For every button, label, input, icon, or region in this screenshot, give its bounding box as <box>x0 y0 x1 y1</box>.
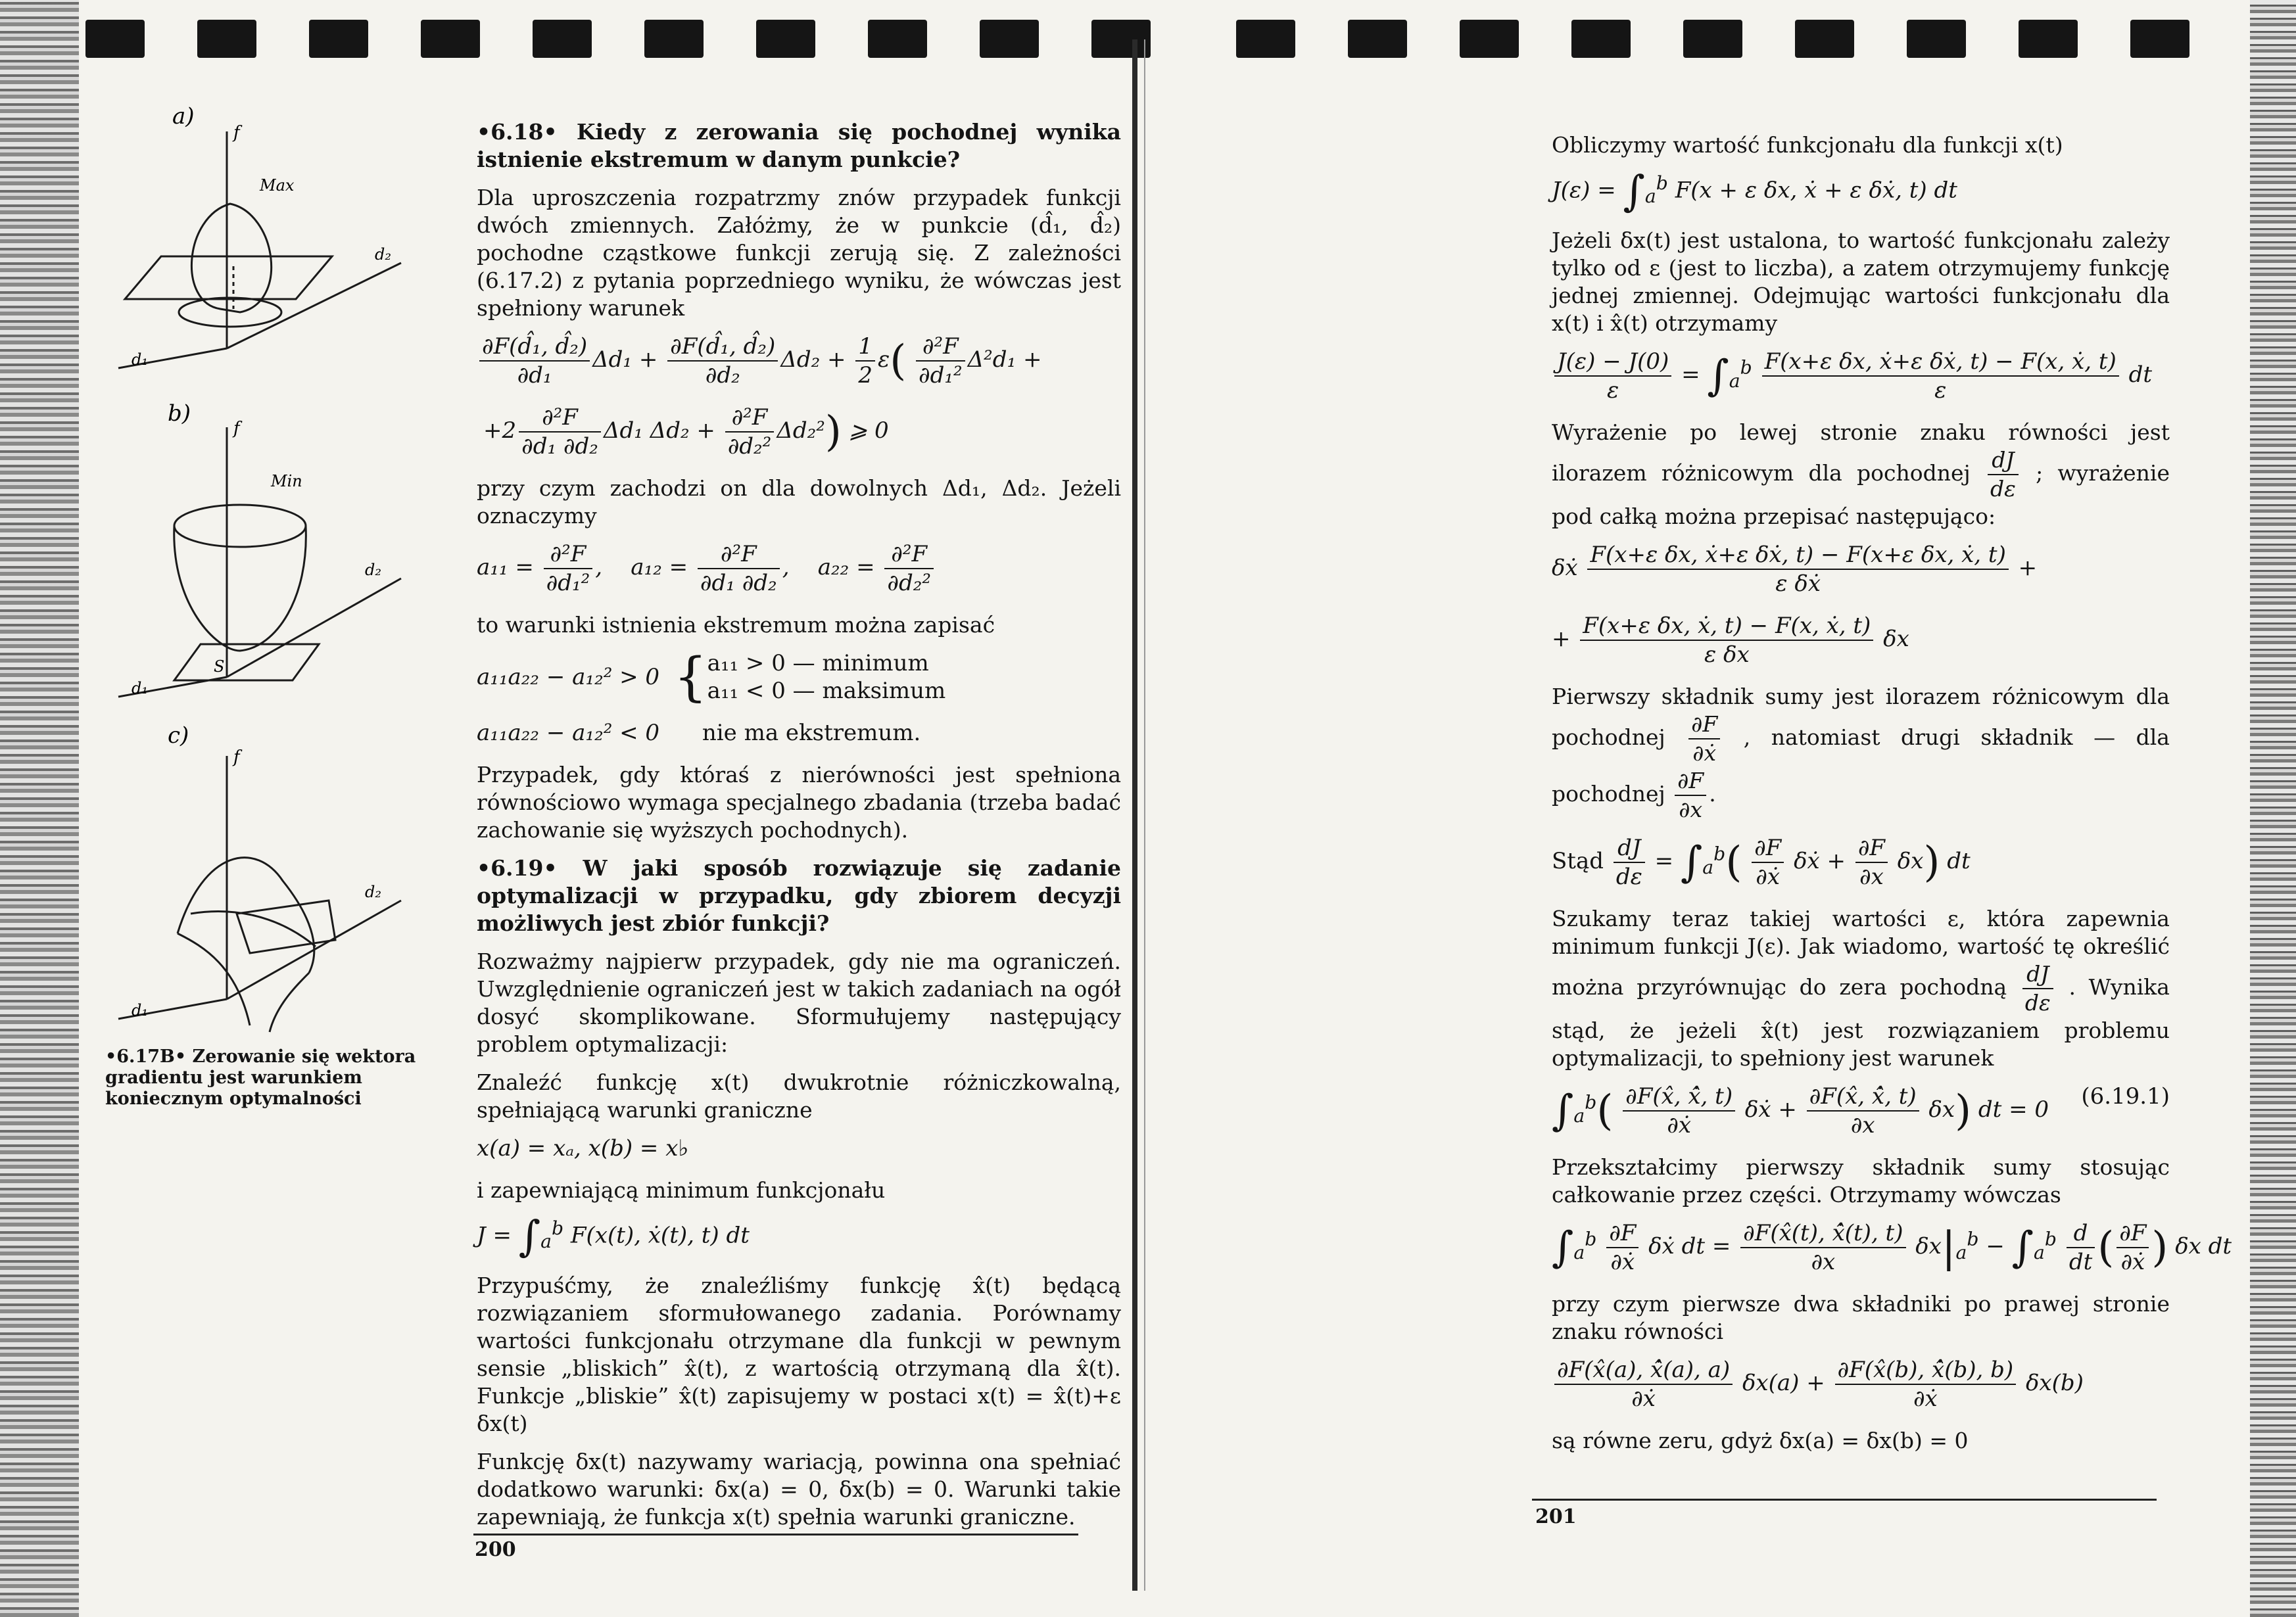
rp-paragraph-2: Jeżeli δx(t) jest ustalona, to wartość funkcjonału zależy tylko od ε (jest to liczba), a zatem otrzymujemy funkcję jednej zmiennej. Odejmując wartości funkcjonału dla x(t) i x̂(t) otrzymamy <box>1552 227 2170 337</box>
scan-edge-right <box>2250 0 2296 1617</box>
equation-no-extremum: a₁₁a₂₂ − a₁₂² < 0 nie ma ekstremum. <box>477 720 921 746</box>
equation-boundary-terms: $\frac{\partial F(x̂(a), x̂̇(a), a)}{\text{∂ẋ}}$ δx(a) + $\frac{\partial F(x̂(b), x̂̇(b), b)}{\text{∂ẋ}}$ δx(b) <box>1552 1356 2170 1413</box>
book-spine-shadow <box>1144 39 1145 1591</box>
equation-by-parts: $\int_a^b$ $\frac{\partial F}{\text{∂ẋ}}$ δẋ dt = $\frac{\partial F(x̂(t), x̂̇(t), t)}{\partial x}$ $\delta x|_a^b - \int_a^b$ $\frac{d}{dt}$ ( $\frac{\partial F}{\text{∂ẋ}}$ ) δx dt <box>1552 1220 2232 1276</box>
condition-maximum: a₁₁ < 0 — maksimum <box>707 678 946 704</box>
equation-boundary: x(a) = xₐ, x(b) = x♭ <box>477 1135 689 1161</box>
book-spine <box>1132 39 1137 1591</box>
fig-axis-f-b: f <box>233 419 240 438</box>
fig-label-c: c) <box>168 722 189 749</box>
rp-paragraph-5: Szukamy teraz takiej wartości ε, która zapewnia minimum funkcji J(ε). Jak wiadomo, wartość tę określić można przyrównując do zera pochodną $\frac{dJ}{d\varepsilon}$ . Wynika stąd, że jeżeli x̂(t) jest rozwiązaniem problemu optymalizacji, to spełniony jest warunek <box>1552 906 2170 1071</box>
q619-paragraph-1: Rozważmy najpierw przypadek, gdy nie ma ograniczeń. Uwzględnienie ograniczeń jest w takich zadaniach na ogół dosyć skomplikowane. Sformułujemy następujący problem optymalizacji: <box>477 949 1121 1057</box>
question-618-title: •6.18• Kiedy z zerowania się pochodnej wynika istnienie ekstremum w danym punkcie? <box>477 119 1121 172</box>
fig-label-max: Max <box>260 176 295 195</box>
stad-label: Stąd <box>1552 848 1604 875</box>
question-619-title: •6.19• W jaki sposób rozwiązuje się zadanie optymalizacji w przypadku, gdy zbiorem decyzji możliwych jest zbiór funkcji? <box>477 855 1121 936</box>
fig-label-b: b) <box>168 400 191 427</box>
q619-paragraph-2: Znaleźć funkcję x(t) dwukrotnie różniczkowalną, spełniającą warunki graniczne <box>477 1069 1121 1123</box>
rp-paragraph-3: Wyrażenie po lewej stronie znaku równości jest ilorazem różnicowym dla pochodnej $\frac{dJ}{d\varepsilon}$ ; wyrażenie pod całką można przepisać następująco: <box>1552 419 2170 530</box>
condition-minimum: a₁₁ > 0 — minimum <box>707 650 929 676</box>
equation-taylor-cont: +2 $\frac{\text{∂²F}}{\text{∂d₁ ∂d₂}}$ Δd₁ Δd₂ + $\frac{\text{∂²F}}{\text{∂d₂²}}$ Δd₂²) ⩾ 0 <box>483 404 889 459</box>
fig-axis-f-c: f <box>233 747 240 767</box>
figure-caption: •6.17B• Zerowanie się wektora gradientu jest warunkiem koniecznym optymalności <box>105 1046 416 1109</box>
rp-paragraph-5a: Szukamy teraz takiej wartości ε, która zapewnia minimum funkcji J(ε). Jak wiadomo, wartość tę określić można przyrównując do zera pochodną <box>1552 906 2170 1000</box>
fig-axis-d1-a: d₁ <box>132 350 148 369</box>
equation-taylor: $\frac{\text{∂F(d̂₁, d̂₂)}}{\text{∂d₁}}$ Δd₁ + $\frac{\text{∂F(d̂₁, d̂₂)}}{\text{∂d₂}}$ Δd₂ + $\frac{1}{2}$ ε( $\frac{\text{∂²F}}{\text{∂d₁²}}$ Δ²d₁ + <box>477 333 1121 389</box>
fig-axis-d1-c: d₁ <box>132 1001 148 1019</box>
fig-label-min: Min <box>271 472 302 490</box>
condition-none: nie ma ekstremum. <box>702 720 921 746</box>
fig-axis-d2-c: d₂ <box>365 883 381 901</box>
q619-paragraph-5: Funkcję δx(t) nazywamy wariacją, powinna ona spełniać dodatkowo warunki: δx(a) = 0, δx(b) = 0. Warunki takie zapewniają, że funkcja x(t) spełnia warunki graniczne. <box>477 1449 1121 1530</box>
footer-rule-right <box>1532 1499 2157 1501</box>
rp-paragraph-4a: Pierwszy składnik sumy jest ilorazem różnicowym dla pochodnej <box>1552 684 2170 751</box>
q618-paragraph-4: Przypadek, gdy któraś z nierówności jest spełniona równościowo wymaga specjalnego zbadania (trzeba badać zachowanie się wyższych pochodnych). <box>477 762 1121 843</box>
page-number-left: 200 <box>475 1538 516 1561</box>
footer-rule-left <box>473 1534 1078 1535</box>
fig-axis-d1-b: d₁ <box>132 679 148 697</box>
page-number-right: 201 <box>1535 1505 1577 1528</box>
rp-paragraph-4: Pierwszy składnik sumy jest ilorazem różnicowym dla pochodnej $\frac{\partial F}{\text{∂ẋ}}$ , natomiast drugi składnik — dla pochodnej $\frac{\partial F}{\partial x}$ . <box>1552 684 2170 823</box>
rp-paragraph-3a: Wyrażenie po lewej stronie znaku równości jest ilorazem różnicowym dla pochodnej <box>1552 419 2170 486</box>
fig-axis-d2-b: d₂ <box>365 561 381 579</box>
fig-axis-d2-a: d₂ <box>375 245 391 264</box>
fig-label-s: S <box>214 657 225 676</box>
scan-edge-left <box>0 0 79 1617</box>
q619-paragraph-4: Przypuśćmy, że znaleźliśmy funkcję x̂(t) będącą rozwiązaniem sformułowanego zadania. Porównamy wartości funkcjonału otrzymane dla funkcji w pewnym sensie „bliskich” x̂(t), z wartością otrzymaną dla x̂(t). Funkcje „bliskie” x̂(t) zapisujemy w postaci x(t) = x̂(t)+ε δx(t) <box>477 1273 1121 1437</box>
equation-functional: $J = \int_a^b$ F(x(t), ẋ(t), t) dt <box>477 1212 750 1261</box>
rp-paragraph-5b: . Wynika stąd, że jeżeli x̂(t) jest rozwiązaniem problemu optymalizacji, to spełniony jest warunek <box>1552 974 2170 1071</box>
rp-paragraph-7: przy czym pierwsze dwa składniki po prawej stronie znaku równości <box>1552 1291 2170 1345</box>
q618-paragraph-1: Dla uproszczenia rozpatrzmy znów przypadek funkcji dwóch zmiennych. Załóżmy, że w punkcie (d̂₁, d̂₂) pochodne cząstkowe funkcji zerują się. Z zależności (6.17.2) z pytania poprzedniego wyniku, że wówczas jest spełniony warunek <box>477 185 1121 321</box>
right-page-text <box>1552 131 2232 1465</box>
figure-617b <box>99 92 408 1045</box>
rp-paragraph-4b: , natomiast drugi składnik — dla pochodnej <box>1552 724 2170 807</box>
punch-hole-strip <box>0 20 2296 59</box>
rp-paragraph-3b: ; wyrażenie pod całką można przepisać następująco: <box>1552 460 2170 530</box>
equation-split-2: + $\frac{\text{F(x+ε δx, ẋ, t) − F(x, ẋ, t)}}{\text{ε δx}}$ δx <box>1552 613 1909 668</box>
equation-number: (6.19.1) <box>2081 1083 2170 1110</box>
fig-axis-f-a: f <box>233 123 240 143</box>
equation-split-1: δẋ $\frac{\text{F(x+ε δx, ẋ+ε δẋ, t) − F(x+ε δx, ẋ, t)}}{\text{ε δẋ}}$ + <box>1552 542 2038 598</box>
figure-617b-drawing <box>99 92 408 1045</box>
rp-paragraph-8: są równe zeru, gdyż δx(a) = δx(b) = 0 <box>1552 1428 1969 1454</box>
q618-paragraph-3: to warunki istnienia ekstremum można zapisać <box>477 612 995 638</box>
q619-paragraph-3: i zapewniającą minimum funkcjonału <box>477 1177 886 1203</box>
equation-6-19-1: $\int_a^b$( $\frac{\partial F(x̂, x̂̇, t)}{\text{∂ẋ}}$ δẋ + $\frac{\partial F(x̂, x̂̇, t)}{\partial x}$ δx) dt = 0 (6.19.1) <box>1552 1083 2170 1139</box>
left-page-text <box>477 118 1121 1541</box>
fig-label-a: a) <box>172 103 195 129</box>
equation-aij: a₁₁ = $\frac{\text{∂²F}}{\text{∂d₁²}}$ , a₁₂ = $\frac{\text{∂²F}}{\text{∂d₁ ∂d₂}}$ , a₂₂ = $\frac{\text{∂²F}}{\text{∂d₂²}}$ <box>477 540 1121 597</box>
equation-dJ-deps: Stąd $\frac{dJ}{d\varepsilon}$ = $\int_a^b$( $\frac{\partial F}{\text{∂ẋ}}$ δẋ + $\frac{\partial F}{\partial x}$ δx) dt <box>1552 835 1971 891</box>
rp-paragraph-1: Obliczymy wartość funkcjonału dla funkcji x(t) <box>1552 132 2063 158</box>
q618-paragraph-2: przy czym zachodzi on dla dowolnych Δd₁, Δd₂. Jeżeli oznaczymy <box>477 475 1121 528</box>
equation-J-eps: $J(\varepsilon) = \int_a^b$ F(x + ε δx, ẋ + ε δẋ, t) dt <box>1552 167 1957 216</box>
equation-conditions: a₁₁a₂₂ − a₁₂² > 0 { a₁₁ > 0 — minimum a₁₁ < 0 — maksimum <box>477 646 946 707</box>
rp-paragraph-6: Przekształcimy pierwszy składnik sumy stosując całkowanie przez części. Otrzymamy wówczas <box>1552 1154 2170 1208</box>
equation-difference-quotient: $\frac{J(\varepsilon) - J(0)}{\varepsilon}$ = $\int_a^b$ $\frac{\text{F(x+ε δx, ẋ+ε δẋ, t) − F(x, ẋ, t)}}{\varepsilon}$ dt <box>1552 348 2170 404</box>
